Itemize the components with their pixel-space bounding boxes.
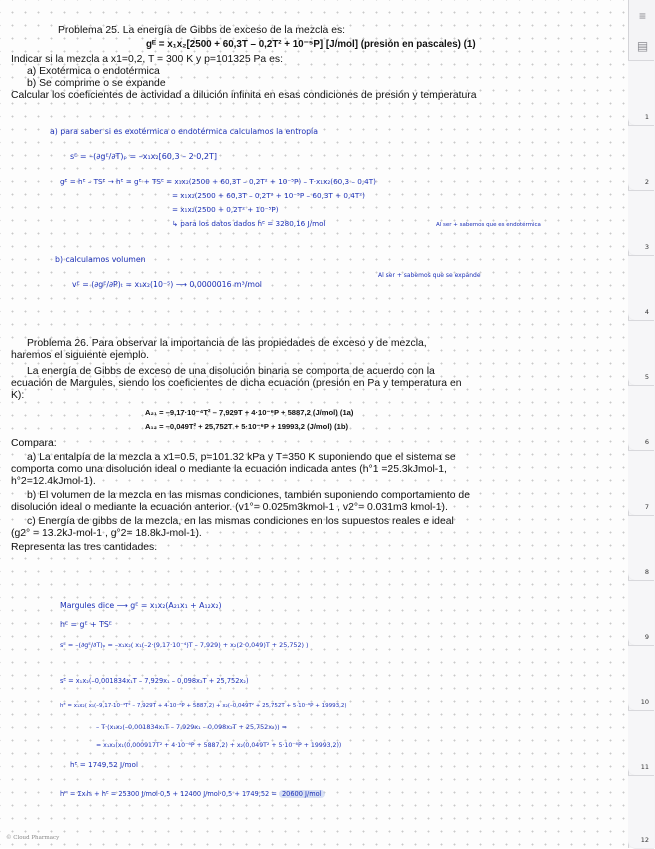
tab-1[interactable]: 1 xyxy=(628,60,654,126)
menu-icon[interactable]: ≡ xyxy=(638,9,646,23)
problem26-line10: b) El volumen de la mezcla en las mismas condiciones, también suponiendo comportamiento de xyxy=(27,490,470,501)
problem26-line9: h°2=12.4kJmol-1). xyxy=(11,476,96,487)
problem26-line5: K): xyxy=(11,390,25,401)
problem26-line11: disolución ideal o mediante la ecuación anterior. (v1°= 0.025m3kmol-1 , v2°= 0.031m3 kmol-1). xyxy=(11,502,448,513)
tab-8[interactable]: 8 xyxy=(628,515,654,581)
problem25-line3: b) Se comprime o se expande xyxy=(27,78,166,89)
notebook-icon[interactable]: ▤ xyxy=(636,39,649,53)
tab-9[interactable]: 9 xyxy=(628,580,654,646)
note-a-eq1: sᴱ = –(∂gᴱ/∂T)ₚ = –x₁x₂[60,3 – 2·0,2T] xyxy=(70,152,217,161)
note26-se: sᴱ = x₁x₂(–0,001834x₁T – 7,929x₁ – 0,098x₂T + 25,752x₂) xyxy=(60,677,249,685)
note26-he-simplified: = x₁x₂(x₁(0,000917T² + 4·10⁻⁶P + 5887,2) + x₂(0,049T² + 5·10⁻⁶P + 19993,2)) xyxy=(96,742,342,749)
problem26-line14: Representa las tres cantidades. xyxy=(11,542,158,553)
tab-12[interactable]: 12 xyxy=(628,775,654,849)
problem25-title: Problema 25. La energía de Gibbs de exceso de la mezcla es: xyxy=(58,25,346,36)
problem26-line7: a) La entalpía de la mezcla a x1=0.5, p=101.32 kPa y T=350 K suponiendo que el sistema se xyxy=(27,452,456,463)
note-a-intro: a) para saber si es exotérmica o endotérmica calculamos la entropía xyxy=(50,127,318,136)
tab-4[interactable]: 4 xyxy=(628,255,654,321)
note-b-intro: b) calculamos volumen xyxy=(55,255,146,264)
note26-he-def: hᴱ = gᴱ + TSᴱ xyxy=(60,620,112,629)
problem25-line4: Calcular los coeficientes de actividad a dilución infinita en esas condiciones de presión y temperatura xyxy=(11,90,477,101)
tab-5[interactable]: 5 xyxy=(628,320,654,386)
note-a-eq3: = x₁x₂(2500 + 60,3T – 0,2T² + 10⁻⁵P – 60,3T + 0,4T²) xyxy=(172,191,365,200)
note26-he-value: hᴱ = 1749,52 J/mol xyxy=(70,760,138,769)
tab-6[interactable]: 6 xyxy=(628,385,654,451)
problem26-a21: A₂₁ = –9,17·10⁻⁴T² – 7,929T + 4·10⁻⁶P + 5887,2 (J/mol) (1a) xyxy=(145,408,354,417)
note-a-result: ↳ para los datos dados hᴱ = 3280,16 J/mol xyxy=(172,219,326,228)
problem26-line3: La energía de Gibbs de exceso de una disolución binaria se comporta de acuerdo con la xyxy=(27,366,435,377)
problem26-line6: Compara: xyxy=(11,438,57,449)
problem25-line2: a) Exotérmica o endotérmica xyxy=(27,66,160,77)
problem25-line1: Indicar si la mezcla a x1=0,2, T = 300 K y p=101325 Pa es: xyxy=(11,54,283,65)
problem26-a12: A₁₂ = –0,049T² + 25,752T + 5·10⁻⁶P + 19993,2 (J/mol) (1b) xyxy=(145,422,348,431)
note26-margules: Margules dice ⟶ gᴱ = x₁x₂(A₂₁x₁ + A₁₂x₂) xyxy=(60,601,222,610)
note-a-conclusion: Al ser + sabemos que es endotérmica xyxy=(436,222,541,228)
note-b-eq: vᴱ = (∂gᴱ/∂P)ₜ = x₁x₂(10⁻⁵) ⟶ 0,0000016 m³/mol xyxy=(72,280,262,289)
problem26-line1: Problema 26. Para observar la importancia de las propiedades de exceso y de mezcla, xyxy=(27,338,427,349)
note-b-conclusion: Al ser + sabemos que se expande xyxy=(378,272,481,279)
note26-he-minus: – T·(x₁x₂(–0,001834x₁T – 7,929x₁ – 0,098x₂T + 25,752x₂)) = xyxy=(96,723,287,731)
problem26-line13: (g2° = 13.2kJ-mol-1 , g°2= 18.8kJ-mol-1). xyxy=(11,528,202,539)
tab-7[interactable]: 7 xyxy=(628,450,654,516)
highlight-hm-result: 20600 J/mol xyxy=(279,790,325,798)
note26-se-deriv: sᴱ = –(∂gᴱ/∂T)ₚ = –x₁x₂( x₁(–2·(9,17·10⁻⁴)T – 7,929) + x₂(2·0,049)T + 25,752) ) xyxy=(60,641,309,649)
note26-he-expanded: hᴱ = x₁x₂( x₁(–9,17·10⁻⁴T² – 7,929T + 4·10⁻⁶P + 5887,2) + x₂(–0,049T² + 25,752T + 5·10⁻⁶P + 19993,2) xyxy=(60,703,347,709)
problem26-line12: c) Energía de gibbs de la mezcla, en las mismas condiciones en los supuestos reales e ideal xyxy=(27,516,454,527)
problem26-line8: comporta como una disolución ideal o mediante la ecuación indicada antes (h°1 =25.3kJmol-1, xyxy=(11,464,447,475)
note-a-eq2: gᴱ = hᴱ – TSᴱ → hᴱ = gᴱ + TSᴱ = x₁x₂(2500 + 60,3T – 0,2T² + 10⁻⁵P) – T·x₁x₂(60,3 – 0,4T) xyxy=(60,177,376,186)
tab-10[interactable]: 10 xyxy=(628,645,654,711)
problem25-equation: gᴱ = x₁x₂[2500 + 60,3T – 0,2T² + 10⁻⁵P] [J/mol] (presión en pascales) (1) xyxy=(146,39,476,50)
tab-2[interactable]: 2 xyxy=(628,125,654,191)
footer-watermark: © Cloud Pharmacy xyxy=(6,835,60,841)
problem26-line2: haremos el siguiente ejemplo. xyxy=(11,350,150,361)
note26-hm: hᴹ = Σxᵢhᵢ + hᴱ = 25300 J/mol·0,5 + 12400 J/mol·0,5 + 1749,52 = 20600 J/mol xyxy=(60,789,325,799)
tab-11[interactable]: 11 xyxy=(628,710,654,776)
note-a-eq4: = x₁x₂(2500 + 0,2T² + 10⁻⁵P) xyxy=(172,205,279,214)
tab-3[interactable]: 3 xyxy=(628,190,654,256)
problem26-line4: ecuación de Margules, siendo los coeficientes de dicha ecuación (presión en Pa y temperatura en xyxy=(11,378,462,389)
